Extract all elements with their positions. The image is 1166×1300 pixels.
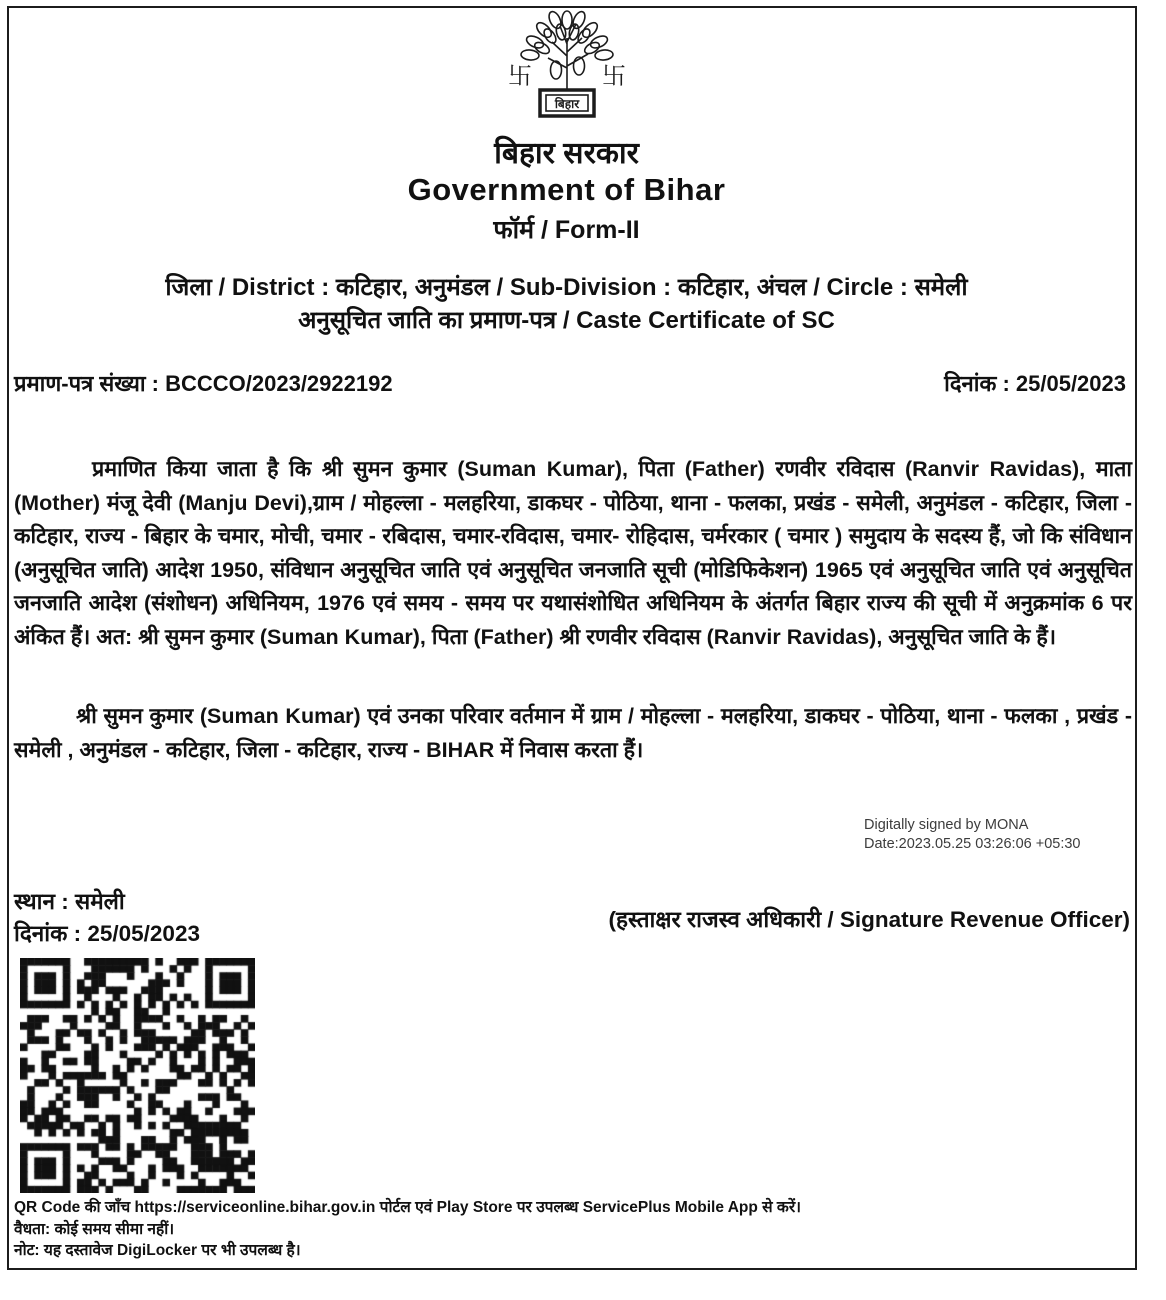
place-line: स्थान : समेली — [14, 889, 125, 914]
footer-digilocker-note: नोट: यह दस्तावेज DigiLocker पर भी उपलब्ध है। — [14, 1242, 301, 1259]
date-line: दिनांक : 25/05/2023 — [14, 921, 200, 946]
digital-signature-signer: Digitally signed by MONA — [864, 817, 1029, 833]
certificate-body-paragraph-2: श्री सुमन कुमार (Suman Kumar) एवं उनका परिवार वर्तमान में ग्राम / मोहल्ला - मलहरिया, डाकघर - पोठिया, थाना - फलका , प्रखंड - समेली , अनुमंडल - कटिहार, जिला - कटिहार, राज्य - BIHAR में निवास करता हैं। — [14, 704, 1132, 762]
footer-notes — [14, 1197, 1124, 1262]
qr-code — [20, 958, 255, 1193]
emblem-container — [0, 8, 1133, 120]
swastika-right-icon: 卐 — [601, 62, 626, 90]
swastika-left-icon: 卐 — [507, 62, 532, 90]
digital-signature-date: Date:2023.05.25 03:26:06 +05:30 — [864, 836, 1081, 852]
government-of-bihar-emblem-icon — [482, 8, 652, 120]
digital-signature-stamp — [864, 816, 1144, 854]
place-date-block — [14, 886, 200, 950]
title-english: Government of Bihar — [407, 172, 726, 207]
certificate-number: प्रमाण-पत्र संख्या : BCCCO/2023/2922192 — [14, 371, 393, 396]
certificate-title: अनुसूचित जाति का प्रमाण-पत्र / Caste Certificate of SC — [298, 307, 835, 334]
footer-qr-verification-note: QR Code की जाँच https://serviceonline.bihar.gov.in पोर्टल एवं Play Store पर उपलब्ध ServicePlus Mobile App से करें। — [14, 1199, 802, 1216]
form-number: फॉर्म / Form-II — [493, 216, 640, 244]
footer-validity-note: वैधता: कोई समय सीमा नहीं। — [14, 1220, 175, 1238]
certificate-meta-row — [14, 368, 1126, 398]
issue-date: दिनांक : 25/05/2023 — [944, 371, 1126, 396]
signature-revenue-officer-line: (हस्ताक्षर राजस्व अधिकारी / Signature Revenue Officer) — [608, 907, 1130, 932]
emblem-box-text: बिहार — [554, 97, 579, 111]
certificate-body-paragraph-1: प्रमाणित किया जाता है कि श्री सुमन कुमार (Suman Kumar), पिता (Father) रणवीर रविदास (Ranvir Ravidas), माता (Mother) मंजू देवी (Manju Devi),ग्राम / मोहल्ला - मलहरिया, डाकघर - पोठिया, थाना - फलका, प्रखंड - समेली, अनुमंडल - कटिहार, जिला - कटिहार, राज्य - बिहार के चमार, मोची, चमार - रबिदास, चमार-रविदास, चमार- रोहिदास, चर्मरकार ( चमार ) समुदाय के सदस्य हैं, जो कि संविधान (अनुसूचित जाति) आदेश 1950, संविधान अनुसूचित जाति एवं अनुसूचित जनजाति सूची (मोडिफिकेशन) 1965 एवं अनुसूचित जाति एवं अनुसूचित जनजाति आदेश (संशोधन) अधिनियम, 1976 एवं समय - समय पर यथासंशोधित अधिनियम के अंतर्गत बिहार राज्य की सूची में अनुक्रमांक 6 पर अंकित हैं। अत: श्री सुमन कुमार (Suman Kumar), पिता (Father) श्री रणवीर रविदास (Ranvir Ravidas), अनुसूचित जाति के हैं। — [14, 457, 1132, 649]
title-hindi: बिहार सरकार — [494, 137, 639, 170]
district-line: जिला / District : कटिहार, अनुमंडल / Sub-Division : कटिहार, अंचल / Circle : समेली — [165, 274, 968, 301]
